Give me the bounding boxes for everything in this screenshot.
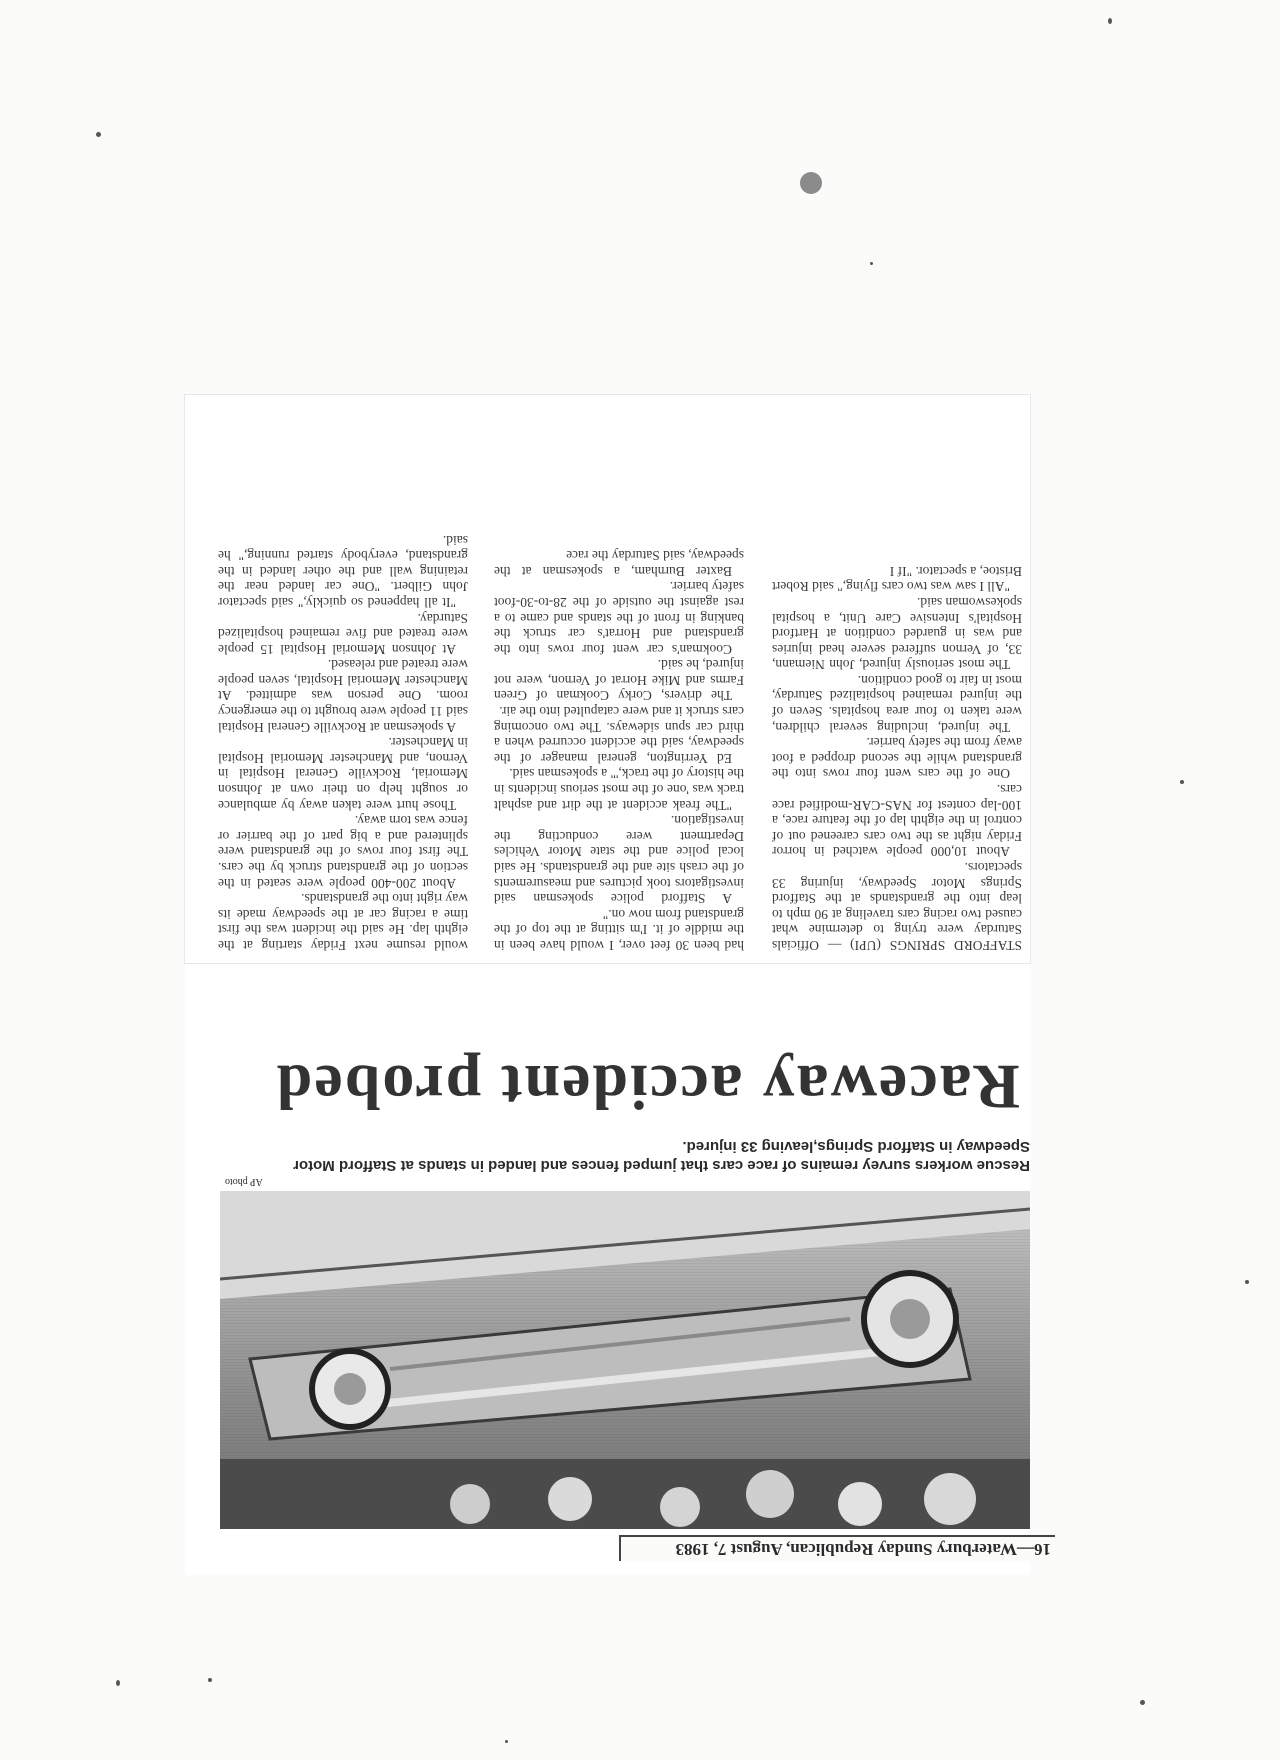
article-paragraph: "All I saw was two cars flying," said Robert Bristoe, a spectator. "If I xyxy=(772,563,1022,595)
article-paragraph: The injured, including several children, were taken to four area hospitals. Seven of the injured remained hospitalized Saturday, most in fair to good condition. xyxy=(772,672,1022,735)
scan-speck xyxy=(1140,1700,1145,1705)
article-paragraph: A spokesman at Rockville General Hospital said 11 people were brought to the emergency room. One person was admitted. At Manchester Memorial Hospital, seven people were treated and released. xyxy=(218,657,468,735)
article-columns xyxy=(185,395,1030,963)
article-paragraph: About 200-400 people were seated in the section of the grandstand struck by the cars. The first four rows of the grandstand were splintered and a big part of the barrier or fence was torn away. xyxy=(218,813,468,891)
article-paragraph: Those hurt were taken away by ambulance or sought help on their own at Johnson Memorial, Rockville General Hospital in Vernon, and Manchester Memorial Hospital in Manchester. xyxy=(218,735,468,813)
article-paragraph: At Johnson Memorial Hospital 15 people were treated and five remained hospitalized Saturday. xyxy=(218,610,468,657)
article-column-3 xyxy=(218,405,468,953)
clipping-upper-section xyxy=(185,963,1051,1575)
article-paragraph: A Stafford police spokesman said investigators took pictures and measurements of the crash site and the grandstands. He said local police and the state Motor Vehicles Department were conducting the investigation. xyxy=(494,813,744,907)
article-paragraph: would resume next Friday starting at the eighth lap. He said the incident was the first time a racing car at the speedway made its way right into the grandstands. xyxy=(218,891,468,953)
scan-speck xyxy=(505,1740,508,1743)
article-paragraph: The most seriously injured, John Niemann, 33, of Vernon suffered severe head injuries and was in guarded condition at Hartford Hospital's Intensive Care Unit, a hospital spokeswoman said. xyxy=(772,594,1022,673)
crash-photo-illustration xyxy=(220,1191,1030,1529)
scan-speck xyxy=(870,262,873,265)
article-paragraph: had been 30 feet over, I would have been in the middle of it. I'm sitting at the top of the grandstand from now on." xyxy=(494,906,744,953)
article-paragraph: STAFFORD SPRINGS (UPI) — Officials Saturday were trying to determine what caused two racing cars traveling at 90 mph to leap into the grandstands at the Stafford Springs Motor Speedway, injuring 33 spectators. xyxy=(772,860,1022,953)
article-paragraph: Cookman's car went four rows into the grandstand and Horrat's car struck the banking in front of the stands and came to a rest against the outside of the 28-to-30-foot safety barrier. xyxy=(494,579,744,657)
scan-speck xyxy=(1108,18,1112,24)
article-paragraph: Ed Yerrington, general manager of the speedway, said the accident occurred when a third car spun sideways. The two oncoming cars struck it and were catapulted into the air. xyxy=(494,704,744,766)
scan-speck xyxy=(800,172,822,194)
photo-caption: Rescue workers survey remains of race cars that jumped fences and landed in stands at Stafford Motor Speedway in Stafford Springs,leaving 33 injured. xyxy=(293,1138,1030,1174)
article-paragraph: "The freak accident at the dirt and asphalt track was 'one of the most serious incidents in the history of the track,'" a spokesman said. xyxy=(494,766,744,813)
article-column-2 xyxy=(494,405,744,953)
headline: Raceway accident probed xyxy=(274,1052,1020,1123)
clipping-article-body xyxy=(185,395,1030,963)
scan-speck xyxy=(116,1680,120,1686)
photo-credit: AP photo xyxy=(225,1176,263,1187)
scan-speck xyxy=(1180,780,1184,784)
scan-speck xyxy=(96,132,101,137)
crash-photo xyxy=(220,1191,1030,1529)
dateline: 16—Waterbury Sunday Republican, August 7, 1983 xyxy=(619,1535,1055,1561)
article-column-1 xyxy=(772,405,1022,953)
article-paragraph: "It all happened so quickly," said spectator John Gilbert. "One car landed near the retaining wall and the other landed in the grandstand, everybody started running," he said. xyxy=(218,532,468,610)
article-paragraph: About 10,000 people watched in horror Friday night as the two cars careened out of control in the eighth lap of the feature race, a 100-lap contest for NAS-CAR-modified race cars. xyxy=(772,782,1022,860)
article-paragraph: The drivers, Corky Cookman of Green Farms and Mike Horrat of Vernon, were not injured, he said. xyxy=(494,657,744,704)
scan-speck xyxy=(1245,1280,1249,1284)
scan-speck xyxy=(208,1678,212,1682)
article-paragraph: Baxter Burnham, a spokesman at the speedway, said Saturday the race xyxy=(494,548,744,579)
article-paragraph: One of the cars went four rows into the grandstand while the second dropped a foot away from the safety barrier. xyxy=(772,735,1022,782)
newspaper-clipping xyxy=(185,335,1051,1575)
